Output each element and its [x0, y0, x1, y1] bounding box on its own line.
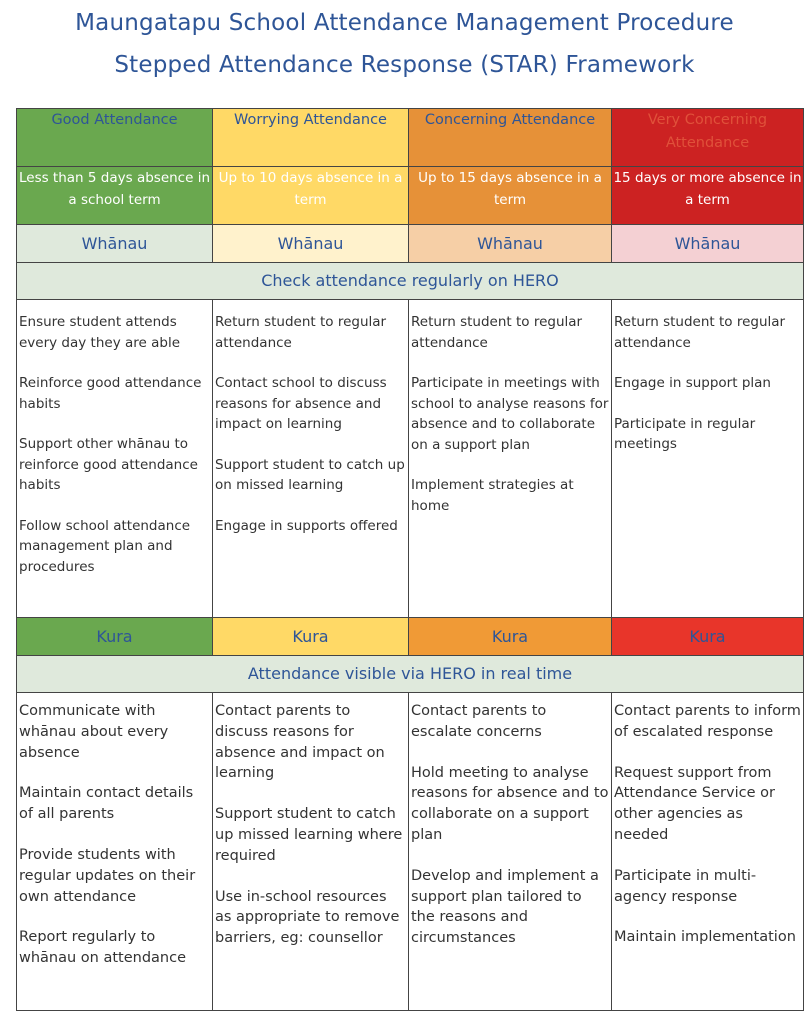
- action-item: Contact parents to discuss reasons for absence and impact on learning: [215, 703, 385, 782]
- kura-label-concerning: Kura: [409, 618, 612, 656]
- kura-actions-row: [17, 693, 804, 1011]
- action-item: Develop and implement a support plan tailored to the reasons and circumstances: [411, 867, 599, 947]
- action-item: Return student to regular attendance: [411, 314, 583, 351]
- kura-actions-very-concerning: [612, 693, 804, 1011]
- action-item: Communicate with whānau about every absence: [19, 703, 169, 761]
- kura-banner-row: [17, 656, 804, 693]
- action-item: Request support from Attendance Service or other agencies as needed: [614, 764, 775, 843]
- action-item: Ensure student attends every day they are able: [19, 314, 181, 351]
- level-worrying-criteria: Up to 10 days absence in a term: [213, 167, 409, 225]
- action-item: Participate in meetings with school to analyse reasons for absence and to collaborate on a support plan: [411, 375, 609, 453]
- action-item: Reinforce good attendance habits: [19, 375, 202, 412]
- level-concerning-heading: Concerning Attendance: [409, 109, 612, 167]
- whanau-actions-row: [17, 300, 804, 618]
- level-worrying-heading: Worrying Attendance: [213, 109, 409, 167]
- level-header-row: [17, 109, 804, 167]
- action-item: Engage in support plan: [614, 375, 771, 391]
- kura-label-good: Kura: [17, 618, 213, 656]
- kura-actions-concerning: [409, 693, 612, 1011]
- level-very-concerning-criteria: 15 days or more absence in a term: [612, 167, 804, 225]
- whanau-label-row: [17, 225, 804, 263]
- kura-actions-good: [17, 693, 213, 1011]
- star-framework-table: [16, 108, 804, 1011]
- whanau-label-very-concerning: Whānau: [612, 225, 804, 263]
- action-item: Contact parents to inform of escalated response: [614, 703, 801, 740]
- action-item: Maintain contact details of all parents: [19, 785, 194, 823]
- kura-actions-worrying: [213, 693, 409, 1011]
- action-item: Support other whānau to reinforce good attendance habits: [19, 436, 198, 493]
- action-item: Support student to catch up missed learning where required: [215, 806, 403, 864]
- whanau-actions-good: [17, 300, 213, 618]
- action-item: Maintain implementation: [614, 929, 796, 946]
- level-good-criteria: Less than 5 days absence in a school term: [17, 167, 213, 225]
- level-good-heading: Good Attendance: [17, 109, 213, 167]
- action-item: Contact school to discuss reasons for absence and impact on learning: [215, 375, 387, 432]
- level-very-concerning-heading: Very Concerning Attendance: [612, 109, 804, 167]
- level-concerning-criteria: Up to 15 days absence in a term: [409, 167, 612, 225]
- whanau-actions-very-concerning: [612, 300, 804, 618]
- whanau-banner-row: [17, 263, 804, 300]
- whanau-banner: Check attendance regularly on HERO: [17, 263, 804, 300]
- whanau-label-concerning: Whānau: [409, 225, 612, 263]
- kura-label-very-concerning: Kura: [612, 618, 804, 656]
- kura-banner: Attendance visible via HERO in real time: [17, 656, 804, 693]
- whanau-actions-concerning: [409, 300, 612, 618]
- action-item: Participate in regular meetings: [614, 415, 756, 452]
- level-criteria-row: [17, 167, 804, 225]
- whanau-actions-worrying: [213, 300, 409, 618]
- action-item: Provide students with regular updates on their own attendance: [19, 846, 196, 905]
- action-item: Return student to regular attendance: [614, 314, 786, 351]
- kura-label-worrying: Kura: [213, 618, 409, 656]
- action-item: Follow school attendance management plan and procedures: [19, 517, 191, 575]
- action-item: Return student to regular attendance: [215, 314, 387, 351]
- document-title: Maungatapu School Attendance Management Procedure: [75, 10, 734, 36]
- whanau-label-good: Whānau: [17, 225, 213, 263]
- action-item: Report regularly to whānau on attendance: [19, 929, 187, 967]
- action-item: Support student to catch up on missed learning: [215, 456, 405, 493]
- action-item: Hold meeting to analyse reasons for absence and to collaborate on a support plan: [411, 764, 609, 843]
- document-subtitle: Stepped Attendance Response (STAR) Framework: [114, 52, 695, 78]
- kura-label-row: [17, 618, 804, 656]
- action-item: Participate in multi-agency response: [614, 867, 757, 905]
- action-item: Engage in supports offered: [215, 517, 398, 534]
- action-item: Use in-school resources as appropriate to remove barriers, eg: counsellor: [215, 888, 400, 947]
- whanau-label-worrying: Whānau: [213, 225, 409, 263]
- action-item: Implement strategies at home: [411, 477, 574, 514]
- action-item: Contact parents to escalate concerns: [411, 703, 547, 740]
